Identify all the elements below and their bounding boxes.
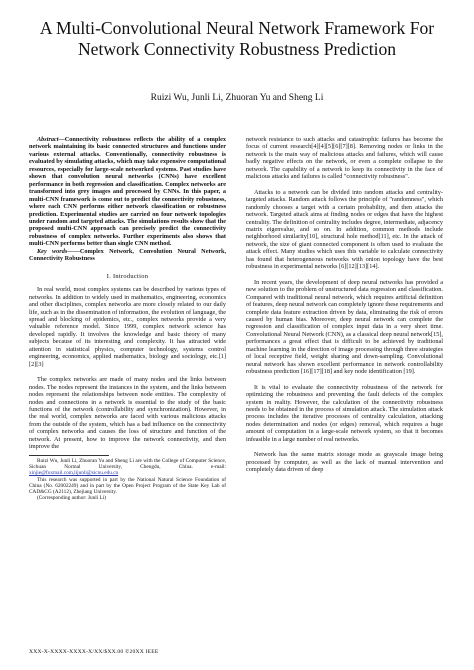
body-paragraph: It is vital to evaluate the connectivity robustness of the network for optimizing the robustness and preventing the fault defects of the complex system in reality. However, the calculation of the connectivity robustness needs to be obtained in the process of simulation attack. The simulation attack process includes the iterative processes of centrality calculation, attacking nodes determination and nodes (or edges) removal, which requires a huge amount of computation in a large-scale network system, so that it becomes infeasible in a large number of real networks. xyxy=(246,383,443,443)
body-paragraph: In real world, most complex systems can be described by various types of networks. In addition to widely used in mathematics, engineering, economics and other disciplines, complex networks are more closely related to our daily life, such as in the dissemination of information, the evolution of language, the spread and blocking of epidemics, etc., complex networks provide a very valuable reference model. Since 1999, complex network science has developed rapidly. It involves the knowledge and basic theory of many subjects because of its interesting and complexity. It has attracted wide attention in statistical physics, computer technology, systems control engineering, economics, applied mathematics, biology and sociology, etc.[1][2][3] xyxy=(29,286,227,368)
abstract xyxy=(29,136,226,248)
footnote-divider xyxy=(29,455,109,456)
body-paragraph: network resistance to such attacks and catastrophic failures has become the focus of current research[4][4][5][6][7][8]. Removing nodes or links in the network is the main way of malicious attacks and failures, which will cause badly negative effects on the network, or even a complete collapse to the network. The capability of a network to keep its connectivity in the face of malicious attacks and failures is called "connectivity robustness". xyxy=(246,136,443,181)
author-list: Ruizi Wu, Junli Li, Zhuoran Yu and Sheng Li xyxy=(150,93,324,103)
section-heading-introduction: I. Introduction xyxy=(106,272,149,280)
keywords-label: Key words xyxy=(37,247,68,255)
left-column xyxy=(29,136,226,502)
footnote-affiliation: Ruizi Wu, Junli Li, Zhuoran Yu and Sheng Li are with the College of Computer Science, Sichuan Normal University, Chengdu, China. e-mail: xinjie@foxmail.com,lijunli@sicnu.edu.cn xyxy=(29,457,227,477)
body-paragraph: Attacks to a network can be divided into random attacks and centrality-targeted attacks. Random attack follows the principle of "randomness", which randomly chooses a target with a certain probability, and then attacks the network. Targeted attack aims at finding nodes or edges that have the highest centrality. The definition of centrality includes degree, intermediate, adjacency matrix eigenvalue, and so on. In addition, common methods include neighborhood similarity[10], structural hole method[11], etc. In the attack of network, the size of giant connected component is often used to evaluate the attack effect. Many studies which uses this variable to calculate connectivity has found that heterogeneous networks with onion topology have the best robustness in experimental networks [6][12][13][14]. xyxy=(246,188,443,271)
right-column xyxy=(246,136,443,474)
body-paragraph: The complex networks are made of many nodes and the links between nodes. The nodes represent the instances in the system, and the links between nodes represent the relationships between node entities. The complexity of nodes and connections in a network is essential to the study of the basic functions of the network (controllability and synchronization). However, in the real world, complex networks are faced with various malicious attacks from the outside of the system, which has a bad influence on the connectivity of complex networks and causes the loss of structure and function of the network. At present, how to improve the network connectivity, and then improve the xyxy=(29,376,226,451)
body-paragraph: In recent years, the development of deep neural networks has provided a new solution to the problem of unstructured data regression and classification. Compared with traditional neural network, which requires artificial definition of features, deep neural network can completely ignore these requirements and complete data feature extraction driven by data, eliminating the risk of errors caused by human bias. Moreover, deep neural network can complete the regression and classification of complex input data in a very short time. Convolutional Neural Network (CNN), as a classical deep neural network[15], performances a great effect that is difficult to be achieved by traditional machine learning in the direction of image processing through three strategies of local receptive field, weight sharing and down-sampling. Convolutional neural network has shown excellent performance in network controllability robustness prediction [16][17][18] and key node identification [19]. xyxy=(246,278,443,376)
footnote-corresponding: (Corresponding author: Junli Li) xyxy=(37,495,106,502)
keywords-text: ——Complex Network, Convolution Neural Network, Connectivity Robustness xyxy=(29,247,227,263)
footnote-funding: This research was supported in part by the National Natural Science Foundation of China (No. 62002249) and in part by the Open Project Program of the State Key Lab of CAD&CG (A2112), Zhejiang University. xyxy=(29,476,226,496)
body-paragraph: Network has the same matrix storage mode as grayscale image being processed by computer, as well as the lack of manual intervention and completely data driven of deep xyxy=(246,451,443,474)
copyright-footer: XXX-X-XXXX-XXXX-X/XX/$XX.00 ©20XX IEEE xyxy=(29,649,159,655)
paper-title: A Multi-Convolutional Neural Network Framework For Network Connectivity Robustness Prediction xyxy=(39,18,435,59)
abstract-label: Abstract xyxy=(37,136,59,143)
keywords xyxy=(29,248,226,263)
author-email-link[interactable]: xinjie@foxmail.com,lijunli@sicnu.edu.cn xyxy=(29,470,119,477)
abstract-text: —Connectivity robustness reflects the ability of a complex network maintaining its basic connected structures and functions under various external attacks. Conventionally, connectivity robustness is evaluated by simulating attacks, which may take expensive computational resources, especially for large-scale networked systems. Past studies have shown that convolution neural networks (CNNs) have excellent performance in both regression and classification. Complex networks are transformed into grey images and processed by CNNs. In this paper, a multi-CNN framework is come out to predict the connectivity robustness, where each CNN performs either network classification or robustness prediction. Experimental studies are carried on four network topologies under random and targeted attacks. The simulations results show that the proposed multi-CNN approach can precisely predict the connectivity robustness of complex networks. Further experiments also shows that multi-CNN performs better than single CNN method. xyxy=(29,136,226,248)
